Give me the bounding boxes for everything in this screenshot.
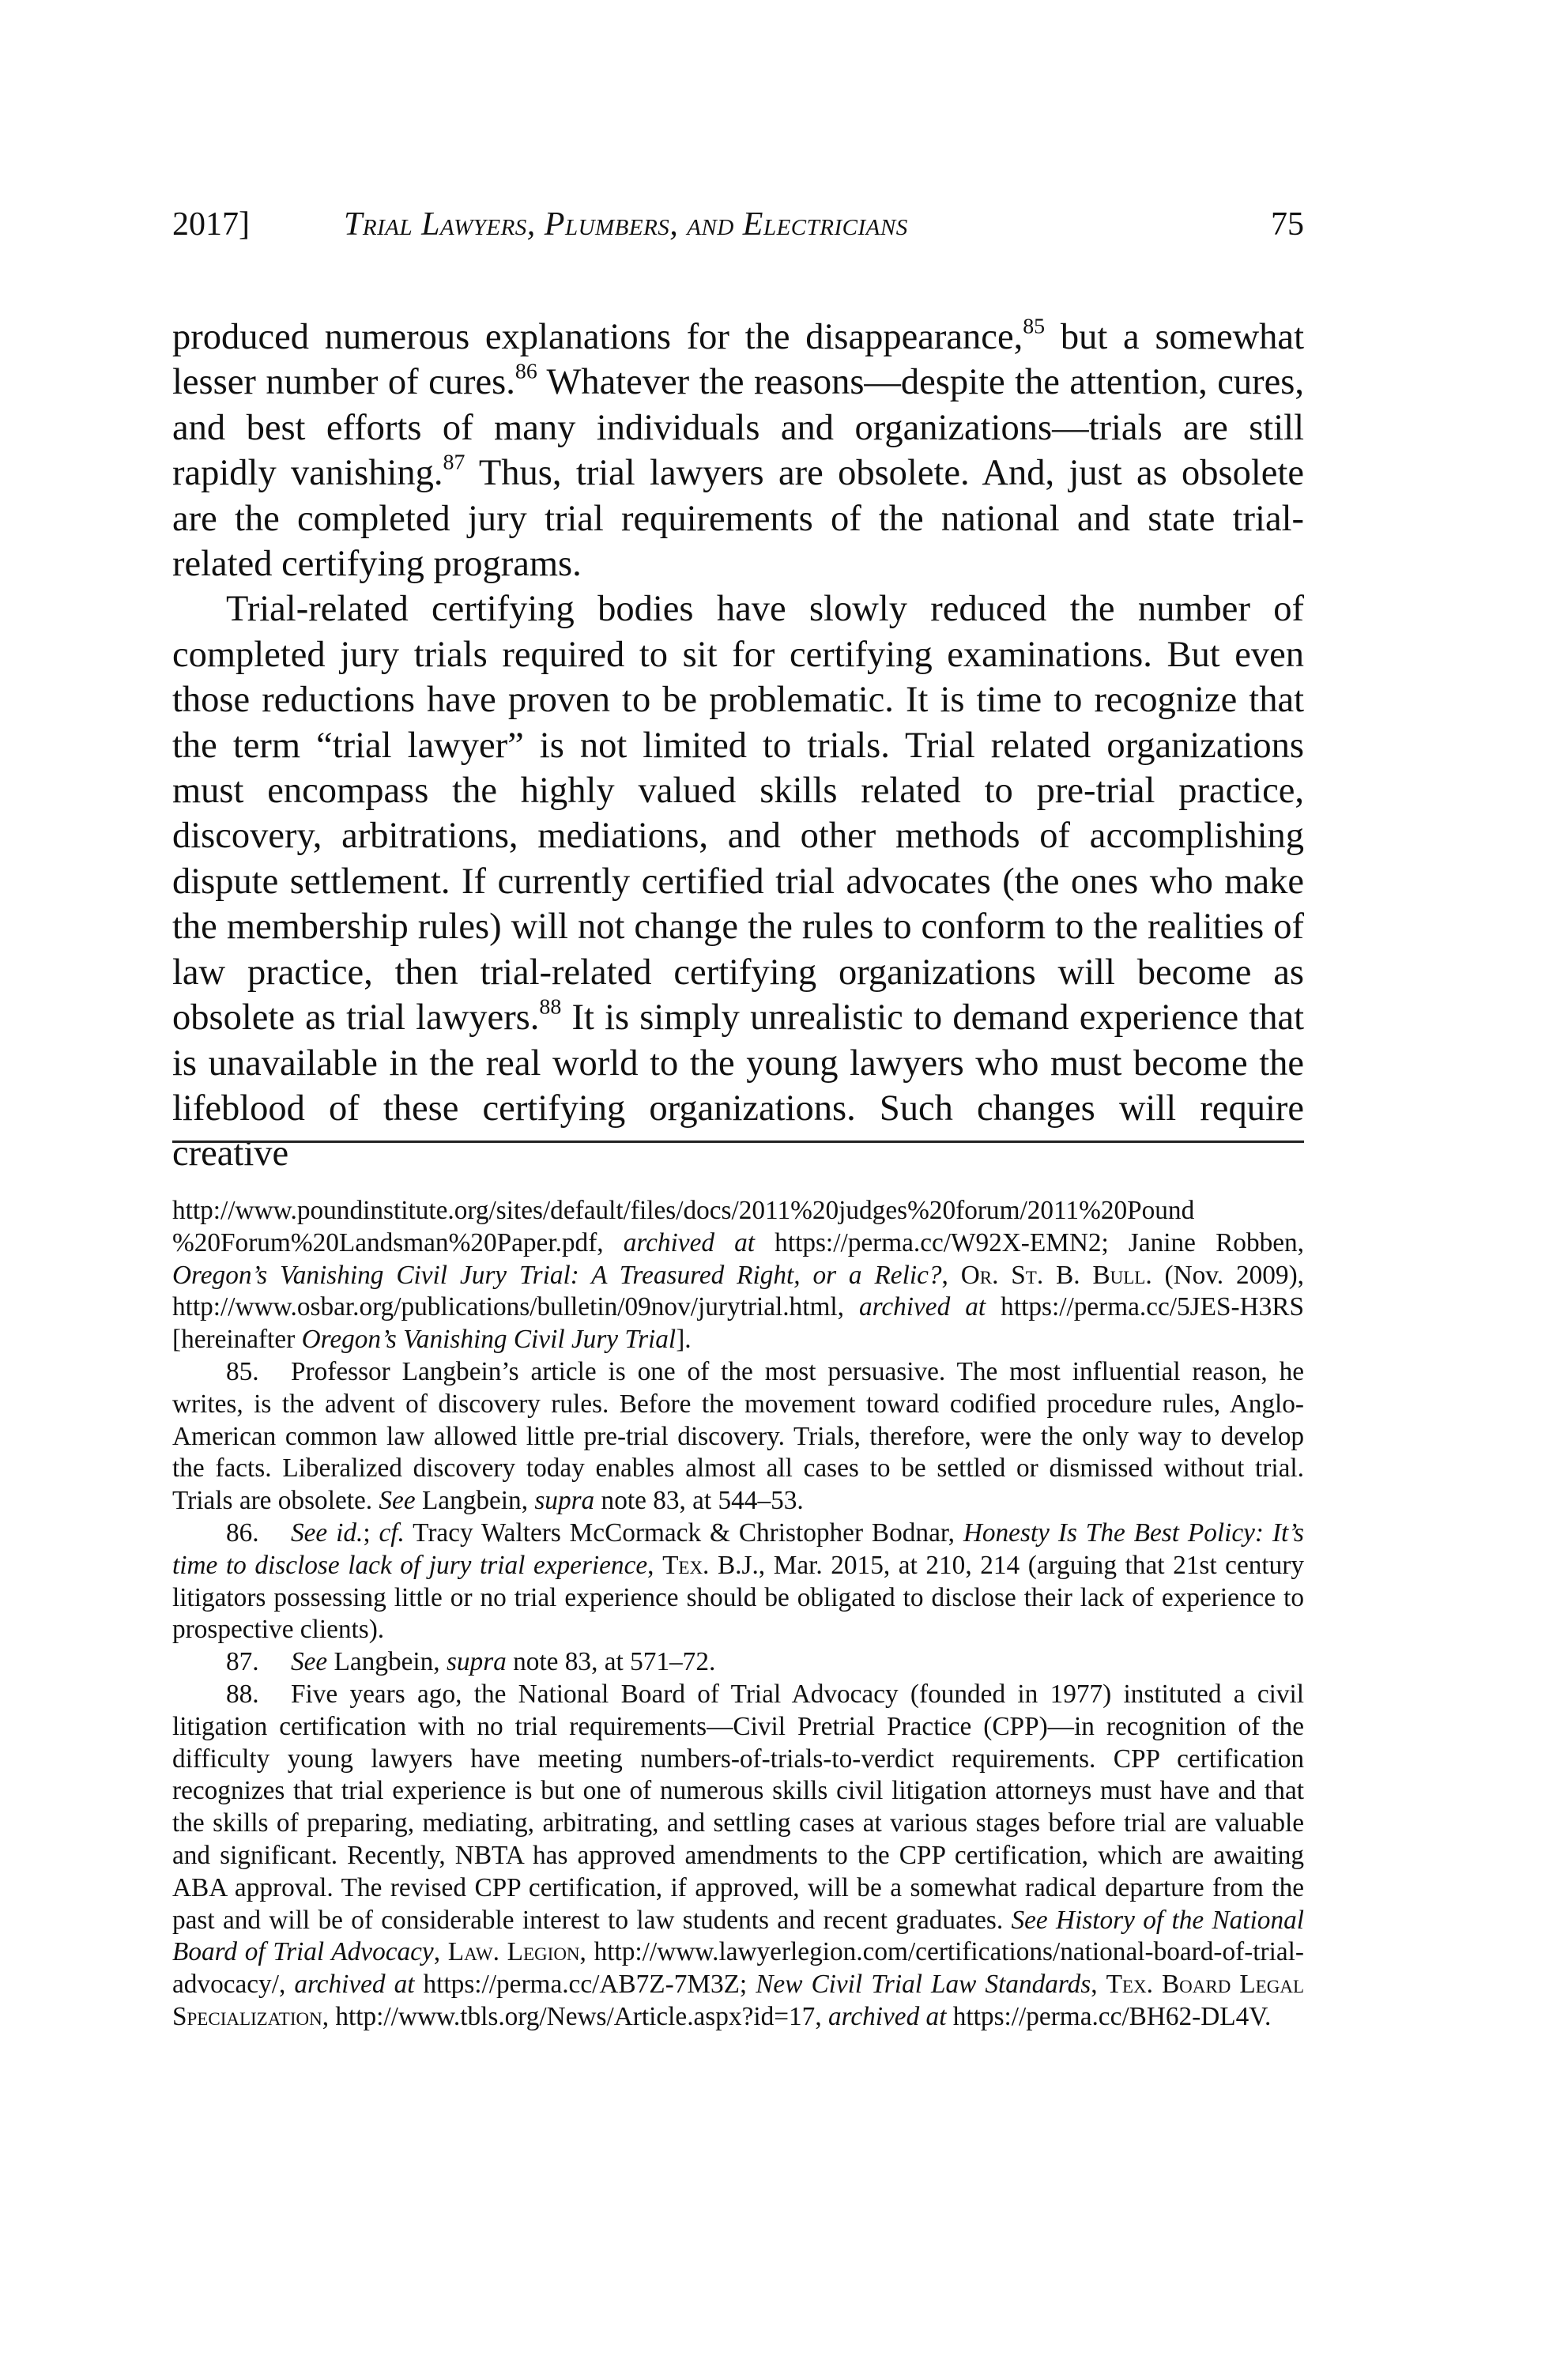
text-run: , http://www.lawyerlegion.com/certifications/national-board-of-trial-advocacy/,: [172, 1937, 1305, 2000]
footnote-86: [172, 1518, 1304, 1646]
text-run: Professor Langbein’s article is one of the most persuasive. The most influential reason, he writes, is the advent of discovery rules. Before the movement toward codified procedure rules, Anglo-American common law allowed little pre-trial discovery. Trials, therefore, were the only way to develop the facts. Liberalized discovery today enables almost all cases to be settled or dismissed without trial. Trials are obsolete.: [172, 1356, 1304, 1516]
text-run: ;: [363, 1518, 379, 1548]
text-run: , Mar. 2015, at 210, 214 (arguing that 21st century litigators possessing little or no trial experience should be obligated to disclose their lack of experience to prospective clients).: [172, 1550, 1305, 1645]
text-run: Oregon’s Vanishing Civil Jury Trial: [301, 1325, 677, 1355]
text-run: cf.: [379, 1518, 405, 1548]
text-run: http://www.poundinstitute.org/sites/default/files/docs/2011%20judges%20forum/2011%20Pound %20Forum%20Landsman%20Paper.pdf,: [172, 1196, 1195, 1257]
text-run: archived at: [827, 2001, 947, 2031]
text-run: archived at: [858, 1292, 986, 1322]
footnote-number: 85.: [226, 1356, 259, 1386]
text-run: See: [379, 1486, 416, 1516]
footnote-number: 86.: [226, 1518, 259, 1548]
footnote-ref-85[interactable]: 85: [1023, 314, 1046, 339]
running-header: [172, 201, 1304, 248]
text-run: Law. Legion: [447, 1937, 580, 1967]
text-run: supra: [446, 1647, 507, 1677]
footnotes: [172, 1195, 1304, 2034]
text-run: Langbein,: [415, 1486, 535, 1516]
text-run: Honesty Is The Best Policy: It’s time to disclose lack of jury trial experience: [172, 1518, 1304, 1580]
text-run: (Nov. 2009), http://www.osbar.org/publications/bulletin/09nov/jurytrial.html,: [172, 1260, 1304, 1322]
page-number: 75: [1271, 206, 1304, 243]
footnote-continuation: [172, 1195, 1304, 1356]
text-run: Tracy Walters McCormack & Christopher Bodnar,: [404, 1518, 963, 1548]
text-run: Trial-related certifying bodies have slowly reduced the number of completed jury trials required to sit for certifying examinations. But even those reductions have proven to be problematic. It is time to recognize that the term “trial lawyer” is not limited to trials. Trial related organizations must encompass the highly valued skills related to pre-trial practice, discovery, arbitrations, mediations, and other methods of accomplishing dispute settlement. If currently certified trial advocates (the ones who make the membership rules) will not change the rules to conform to the realities of law practice, then trial-related certifying organizations will become as obsolete as trial lawyers.: [172, 589, 1304, 1039]
text-run: ,: [1091, 1970, 1106, 2000]
text-run: but a somewhat lesser number of cures.: [172, 317, 1304, 403]
footnote-ref-87[interactable]: 87: [443, 450, 466, 475]
text-run: ].: [676, 1325, 692, 1355]
text-run: ,: [433, 1937, 448, 1967]
footnote-88: [172, 1679, 1304, 2034]
text-run: , http://www.tbls.org/News/Article.aspx?id=17,: [322, 2001, 828, 2031]
text-run: See: [291, 1647, 328, 1677]
footnote-ref-88[interactable]: 88: [539, 994, 562, 1020]
text-run: ,: [647, 1550, 663, 1580]
text-run: supra: [534, 1486, 595, 1516]
footnote-divider: [172, 1141, 1304, 1143]
text-run: https://perma.cc/W92X-EMN2; Janine Robben,: [755, 1227, 1305, 1257]
text-run: https://perma.cc/5JES-H3RS [hereinafter: [172, 1292, 1304, 1355]
text-run: archived at: [623, 1227, 756, 1257]
text-run: note 83, at 571–72.: [506, 1647, 716, 1677]
text-run: Oregon’s Vanishing Civil Jury Trial: A Treasured Right, or a Relic?: [172, 1260, 942, 1290]
footnote-ref-86[interactable]: 86: [514, 359, 537, 384]
text-run: Thus, trial lawyers are obsolete. And, just as obsolete are the completed jury trial requirements of the national and state trial-related certifying programs.: [172, 453, 1304, 585]
text-run: Tex. B.J.: [662, 1550, 759, 1580]
text-run: Or. St. B. Bull.: [960, 1260, 1152, 1290]
text-run: https://perma.cc/AB7Z-7M3Z;: [414, 1970, 756, 2000]
text-run: archived at: [294, 1970, 415, 2000]
text-run: produced numerous explanations for the disappearance,: [172, 317, 1023, 357]
text-run: See History of the National Board of Trial Advocacy: [172, 1905, 1305, 1967]
footnote-87: [172, 1646, 1304, 1679]
paragraph-2: [172, 586, 1304, 1176]
text-run: note 83, at 544–53.: [594, 1486, 804, 1516]
text-run: New Civil Trial Law Standards: [756, 1970, 1091, 2000]
main-text: [172, 315, 1304, 1177]
footnote-85: [172, 1356, 1304, 1518]
text-run: ,: [941, 1260, 961, 1290]
text-run: https://perma.cc/BH62-DL4V.: [946, 2001, 1272, 2031]
header-title: Trial Lawyers, Plumbers, and Electricians: [344, 206, 908, 243]
paragraph-1: [172, 315, 1304, 586]
text-run: Whatever the reasons—despite the attention, cures, and best efforts of many individuals and organizations—trials are still rapidly vanishing.: [172, 362, 1304, 494]
footnote-number: 88.: [226, 1679, 259, 1709]
text-run: See id.: [291, 1518, 364, 1548]
text-run: It is simply unrealistic to demand experience that is unavailable in the real world to the young lawyers who must become the lifeblood of these certifying organizations. Such changes will require creative: [172, 997, 1305, 1174]
text-run: Langbein,: [327, 1647, 447, 1677]
text-run: Five years ago, the National Board of Trial Advocacy (founded in 1977) instituted a civil litigation certification with no trial requirements—Civil Pretrial Practice (CPP)—in recognition of the difficulty young lawyers have meeting numbers-of-trials-to-verdict requirements. CPP certification recognizes that trial experience is but one of numerous skills civil litigation attorneys must have and that the skills of preparing, mediating, arbitrating, and settling cases at various stages before trial are valuable and significant. Recently, NBTA has approved amendments to the CPP certification, which are awaiting ABA approval. The revised CPP certification, if approved, will be a somewhat radical departure from the past and will be of considerable interest to law students and recent graduates.: [172, 1679, 1304, 1935]
text-run: Tex. Board Legal Specialization: [172, 1970, 1304, 2031]
header-year: 2017]: [172, 206, 250, 243]
footnote-number: 87.: [226, 1647, 259, 1677]
